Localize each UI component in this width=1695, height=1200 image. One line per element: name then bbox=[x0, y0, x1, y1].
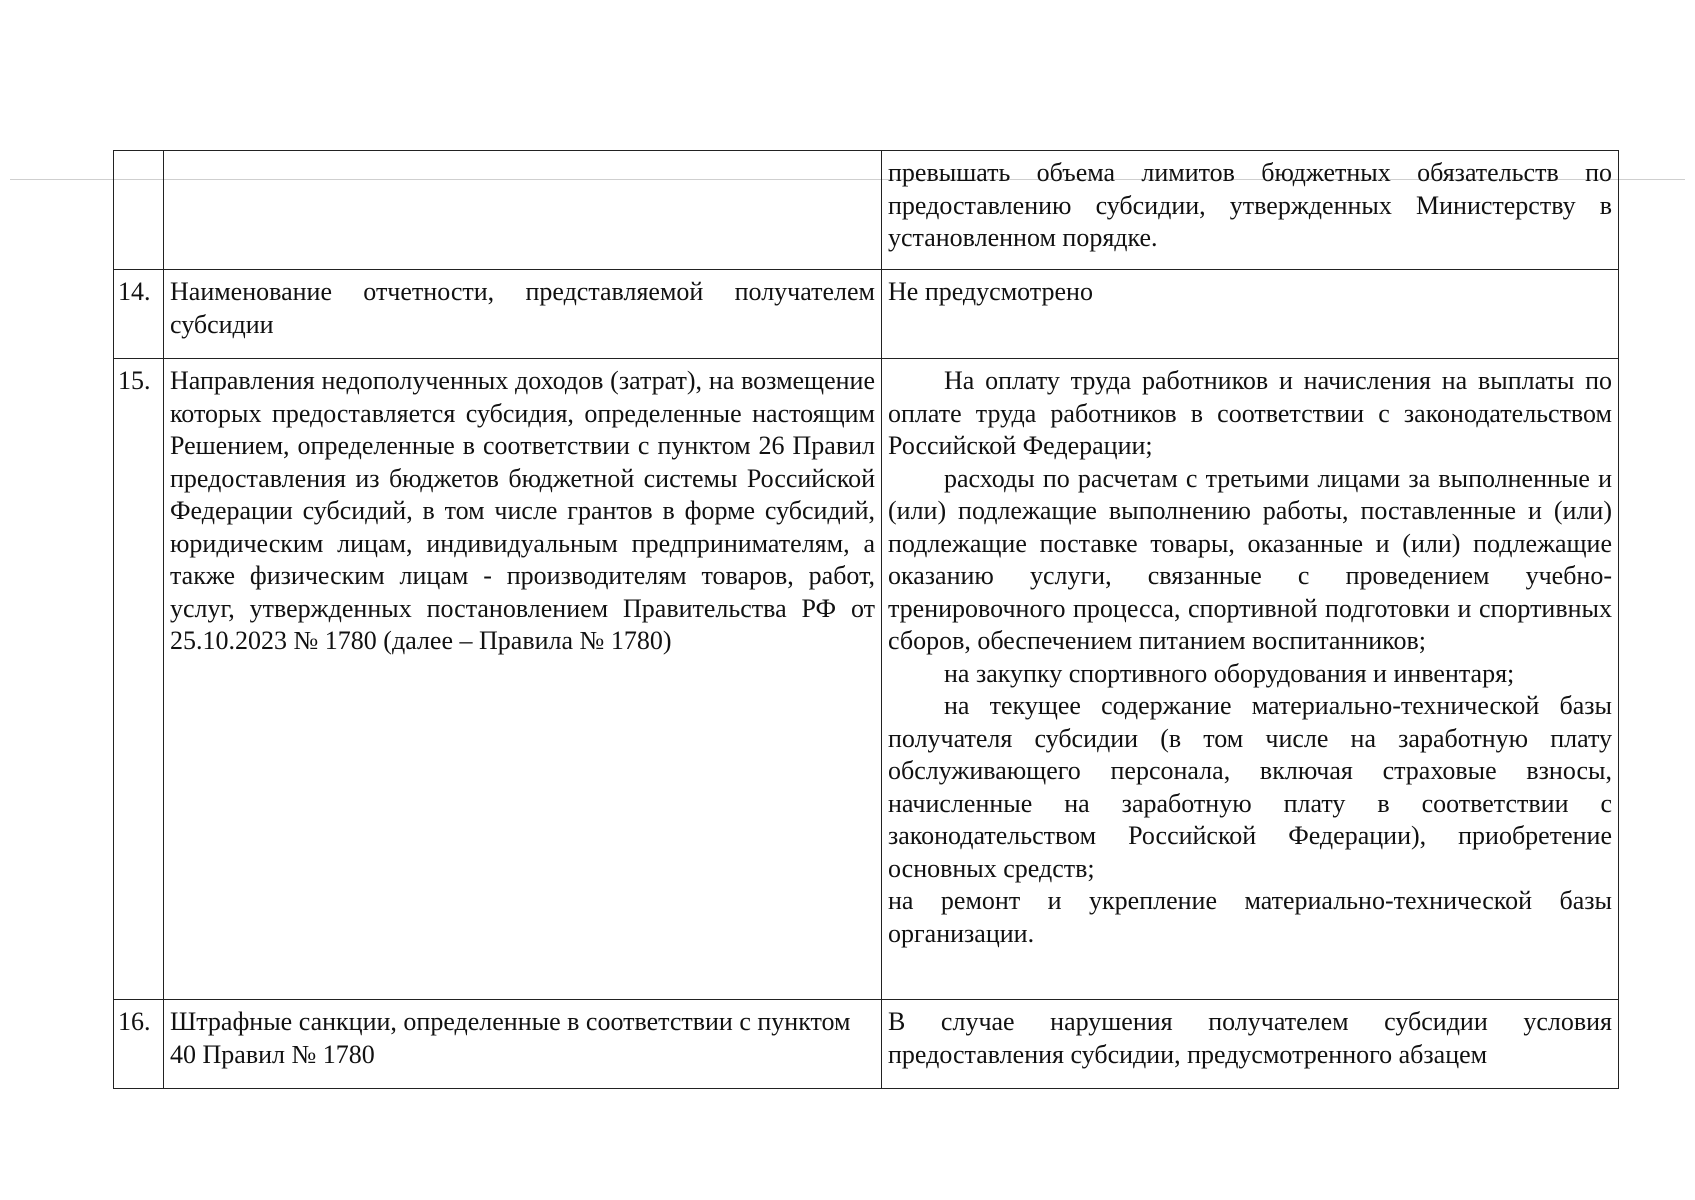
content-paragraph: В случае нарушения получателем субсидии условия предоставления субсидии, предусмотренного абзацем bbox=[888, 1007, 1612, 1069]
row-content bbox=[882, 151, 1619, 270]
table-row bbox=[114, 1000, 1619, 1089]
content-paragraph: на закупку спортивного оборудования и инвентаря; bbox=[944, 658, 1515, 688]
table-row bbox=[114, 270, 1619, 359]
row-number: 16. bbox=[114, 1000, 164, 1089]
row-content bbox=[882, 359, 1619, 1000]
row-number bbox=[114, 151, 164, 270]
content-paragraph: на ремонт и укрепление материально-технической базы организации. bbox=[888, 886, 1612, 948]
content-paragraph: На оплату труда работников и начисления на выплаты по оплате труда работников в соответствии с законодательством Российской Федерации; bbox=[888, 366, 1612, 460]
row-number: 15. bbox=[114, 359, 164, 1000]
row-content bbox=[882, 1000, 1619, 1089]
document-table bbox=[113, 150, 1619, 1089]
content-paragraph: расходы по расчетам с третьими лицами за выполненные и (или) подлежащие выполнению работы, поставленные и (или) подлежащие поставке товары, оказанные и (или) подлежащие оказанию услуги, связанные с проведением учебно-тренировочного процесса, спортивной подготовки и спортивных сборов, обеспечением питанием воспитанников; bbox=[888, 463, 1612, 655]
table-row bbox=[114, 359, 1619, 1000]
row-label: Направления недополученных доходов (затрат), на возмещение которых предоставляется субсидия, определенные настоящим Решением, определенные в соответствии с пунктом 26 Правил предоставления из бюджетов бюджетной системы Российской Федерации субсидий, в том числе грантов в форме субсидий, юридическим лицам, индивидуальным предпринимателям, а также физическим лицам - производителям товаров, работ, услуг, утвержденных постановлением Правительства РФ от 25.10.2023 № 1780 (далее – Правила № 1780) bbox=[164, 359, 882, 1000]
row-label: Наименование отчетности, представляемой получателем субсидии bbox=[164, 270, 882, 359]
content-paragraph: Не предусмотрено bbox=[888, 277, 1093, 306]
content-paragraph: на текущее содержание материально-технической базы получателя субсидии (в том числе на заработную плату обслуживающего персонала, включая страховые взносы, начисленные на заработную плату в соответствии с законодательством Российской Федерации), приобретение основных средств; bbox=[888, 691, 1612, 883]
row-label bbox=[164, 151, 882, 270]
page-bottom-margin bbox=[0, 1092, 1695, 1200]
row-content bbox=[882, 270, 1619, 359]
row-label: Штрафные санкции, определенные в соответствии с пунктом 40 Правил № 1780 bbox=[164, 1000, 882, 1089]
table-row bbox=[114, 151, 1619, 270]
content-paragraph: превышать объема лимитов бюджетных обязательств по предоставлению субсидии, утвержденных Министерству в установленном порядке. bbox=[888, 158, 1612, 252]
row-number: 14. bbox=[114, 270, 164, 359]
